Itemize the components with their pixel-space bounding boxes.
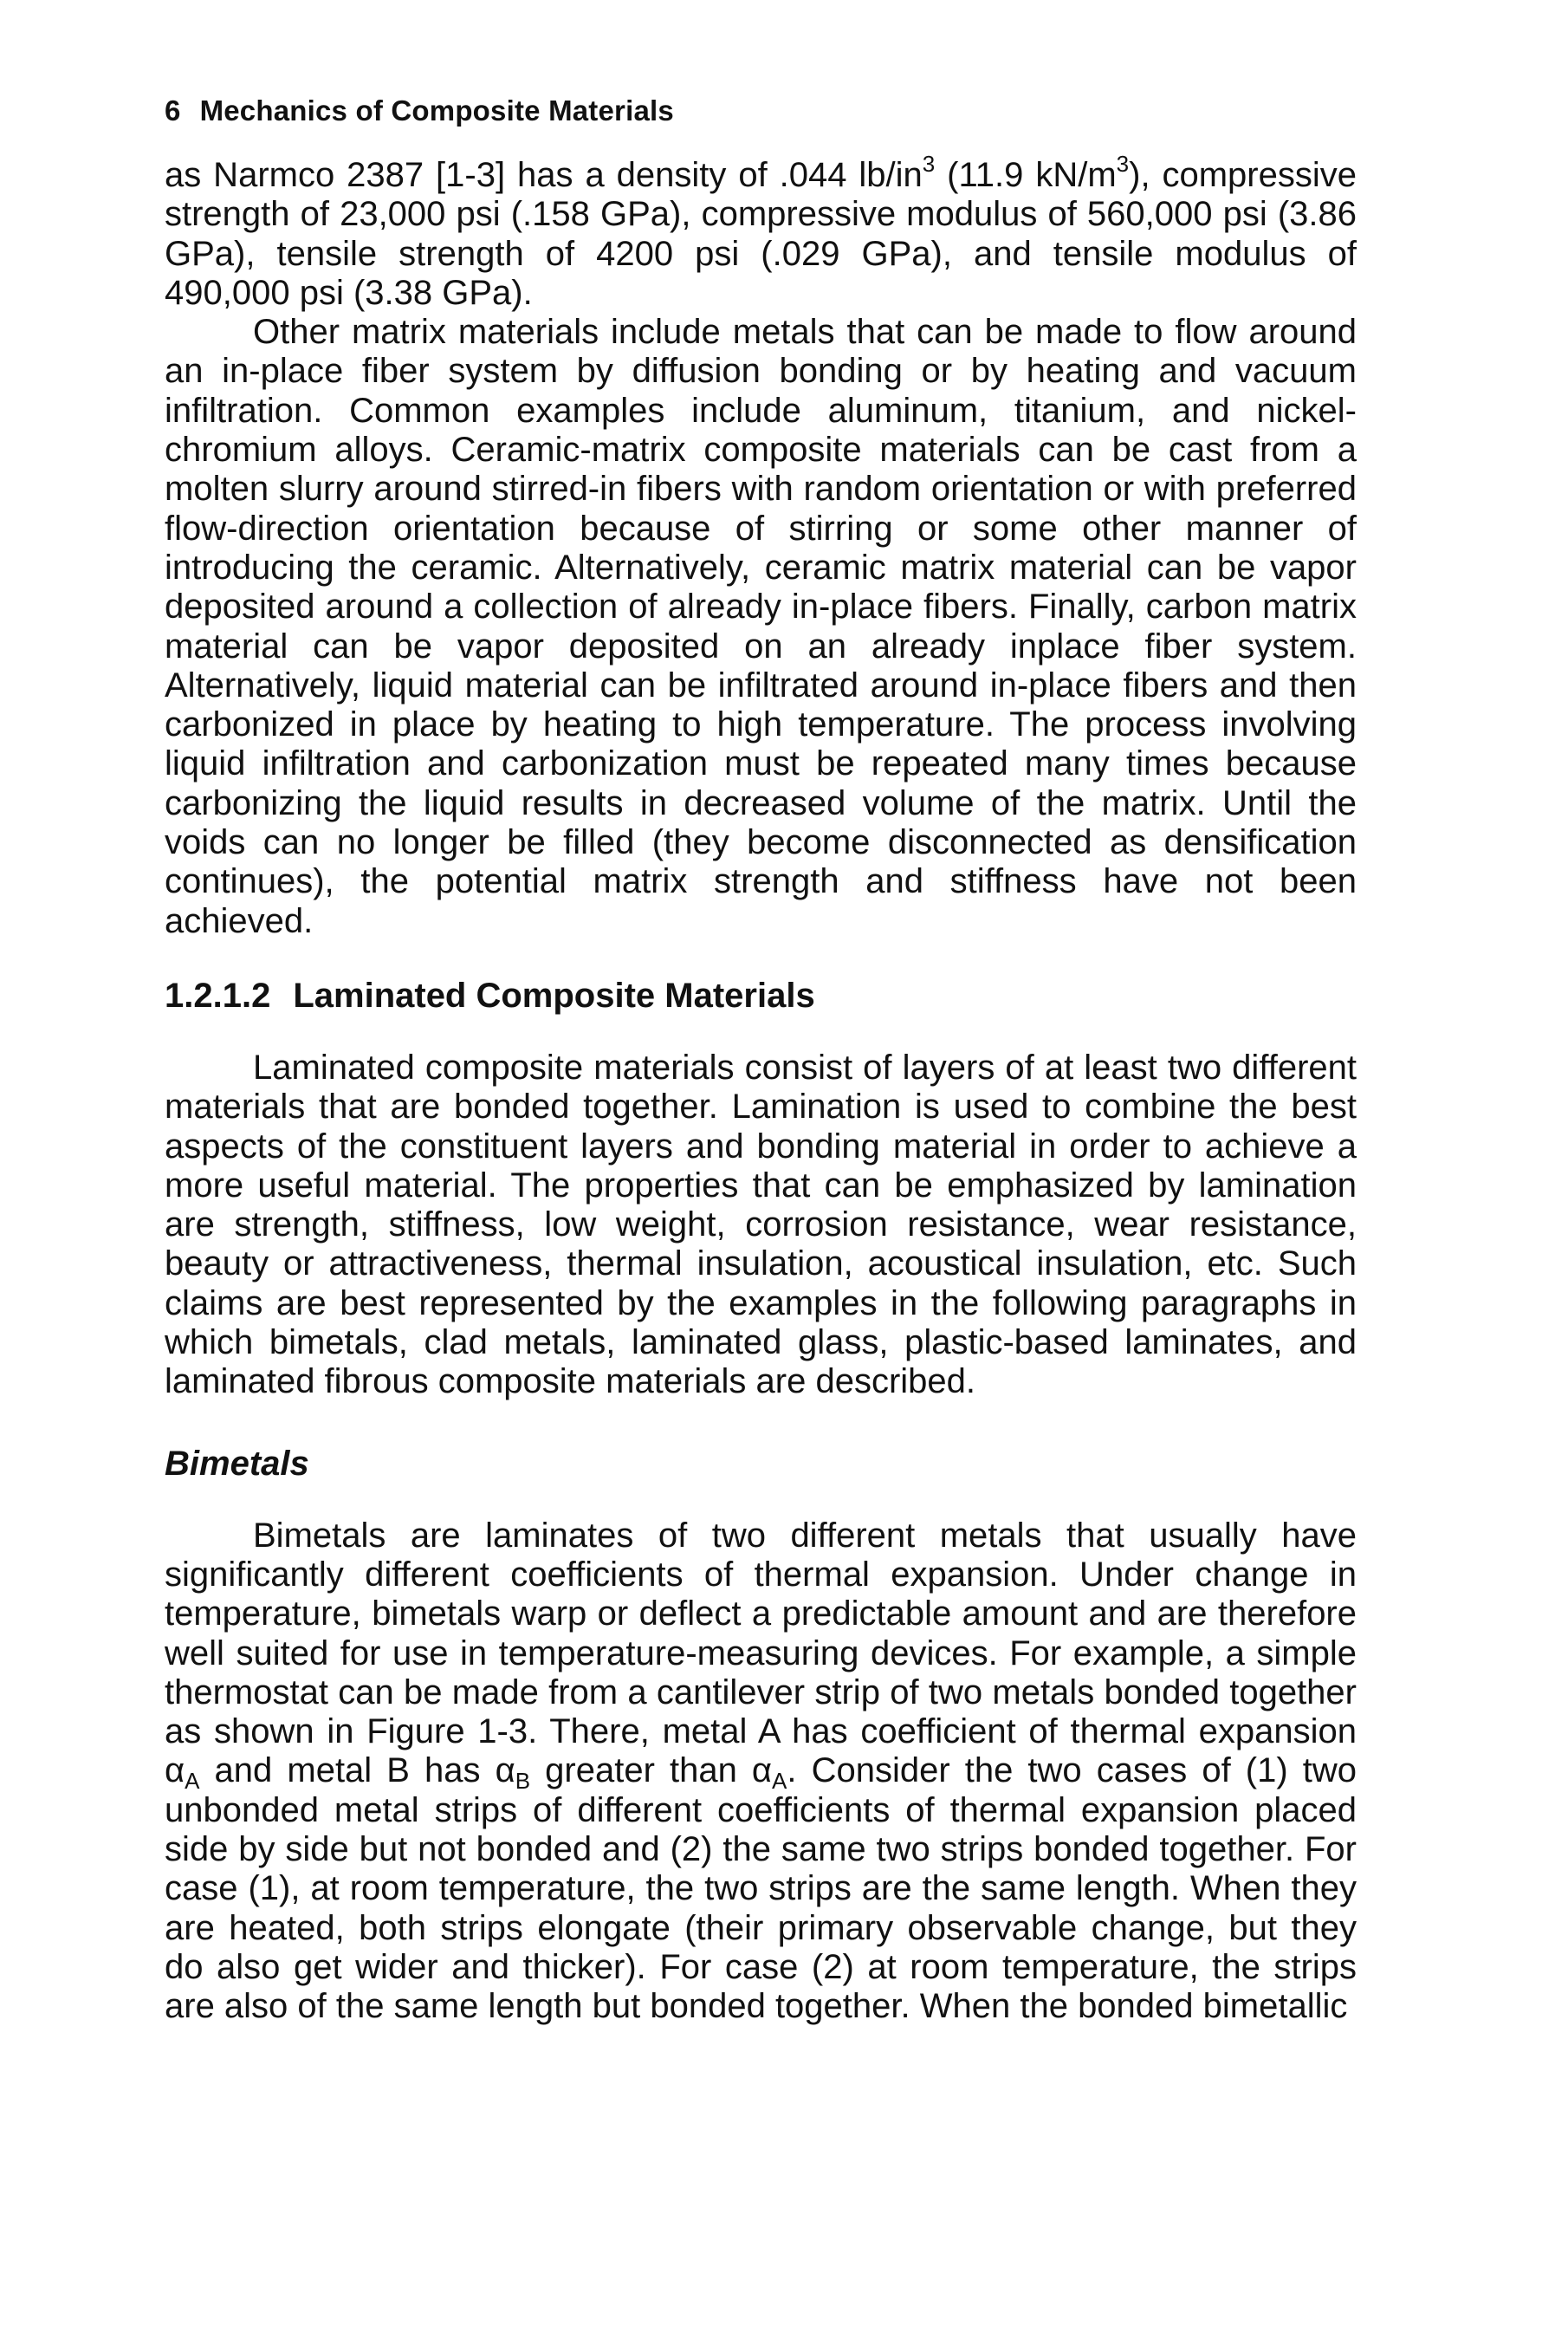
running-header (165, 94, 1357, 128)
alpha-symbol: α (165, 1751, 185, 1790)
paragraph-text: Bimetals are laminates of two different metals that usually have significantly different coefficients of thermal expansion. Under change in temperature, bimetals warp or deflect a predictable amount and are therefore well suited for use in temperature-measuring devices. For example, a simple thermostat can be made from a cantilever strip of two metals bonded together as shown in Figure 1-3. There, metal A has coefficient of thermal expansion (165, 1516, 1357, 1751)
section-heading (165, 976, 1357, 1016)
book-title: Mechanics of Composite Materials (199, 94, 674, 127)
paragraph-laminated-intro: Laminated composite materials consist of layers of at least two different materials that are bonded together. Lamination is used to combine the best aspects of the constituent layers and bonding material in order to achieve a more useful material. The properties that can be emphasized by lamination are strength, stiffness, low weight, corrosion resistance, wear resistance, beauty or attractiveness, thermal insulation, acoustical insulation, etc. Such claims are best represented by the examples in the following paragraphs in which bimetals, clad metals, laminated glass, plastic-based laminates, and laminated fibrous composite materials are described. (165, 1048, 1357, 1401)
paragraph-bimetals (165, 1516, 1357, 2027)
page-number: 6 (165, 94, 181, 127)
subscript: A (185, 1768, 200, 1795)
subscript: B (515, 1768, 531, 1795)
document-page (165, 94, 1357, 2026)
paragraph-matrix-properties (165, 151, 1357, 313)
section-title: Laminated Composite Materials (293, 976, 815, 1015)
alpha-symbol: α (751, 1751, 773, 1790)
subsection-heading-bimetals: Bimetals (165, 1444, 309, 1483)
paragraph-text: greater than (530, 1751, 752, 1790)
section-number: 1.2.1.2 (165, 976, 271, 1015)
paragraph-text: and metal B has (199, 1751, 496, 1790)
superscript: 3 (922, 151, 936, 177)
paragraph-text: . Consider the two cases of (1) two unbonded metal strips of different coefficients of thermal expansion placed side by side but not bonded and (2) the same two strips bonded together. For case (1), at room temperature, the two strips are the same length. When they are heated, both strips elongate (their primary observable change, but they do also get wider and thicker). For case (2) at room temperature, the strips are also of the same length but bonded together. When the bonded bimetallic (165, 1751, 1357, 2026)
paragraph-text: (11.9 kN/m (935, 156, 1117, 194)
paragraph-text: ), compressive strength of 23,000 psi (.158 GPa), compressive modulus of 560,000 psi (3.86 GPa), tensile strength of 4200 psi (.029 GPa), and tensile modulus of 490,000 psi (3.38 GPa). (165, 156, 1357, 312)
subscript: A (772, 1768, 787, 1795)
paragraph-text: as Narmco 2387 [1-3] has a density of .044 lb/in (165, 156, 923, 194)
superscript: 3 (1116, 151, 1130, 177)
alpha-symbol: α (495, 1751, 515, 1790)
paragraph-other-matrix-materials: Other matrix materials include metals that can be made to flow around an in-place fiber system by diffusion bonding or by heating and vacuum infiltration. Common examples include aluminum, titanium, and nickel-chromium alloys. Ceramic-matrix composite materials can be cast from a molten slurry around stirred-in fibers with random orientation or with preferred flow-direction orientation because of stirring or some other manner of introducing the ceramic. Alternatively, ceramic matrix material can be vapor deposited around a collection of already in-place fibers. Finally, carbon matrix material can be vapor deposited on an already inplace fiber system. Alternatively, liquid material can be infiltrated around in-place fibers and then carbonized in place by heating to high temperature. The process involving liquid infiltration and carbonization must be repeated many times because carbonizing the liquid results in decreased volume of the matrix. Until the voids can no longer be filled (they become disconnected as densification continues), the potential matrix strength and stiffness have not been achieved. (165, 313, 1357, 940)
